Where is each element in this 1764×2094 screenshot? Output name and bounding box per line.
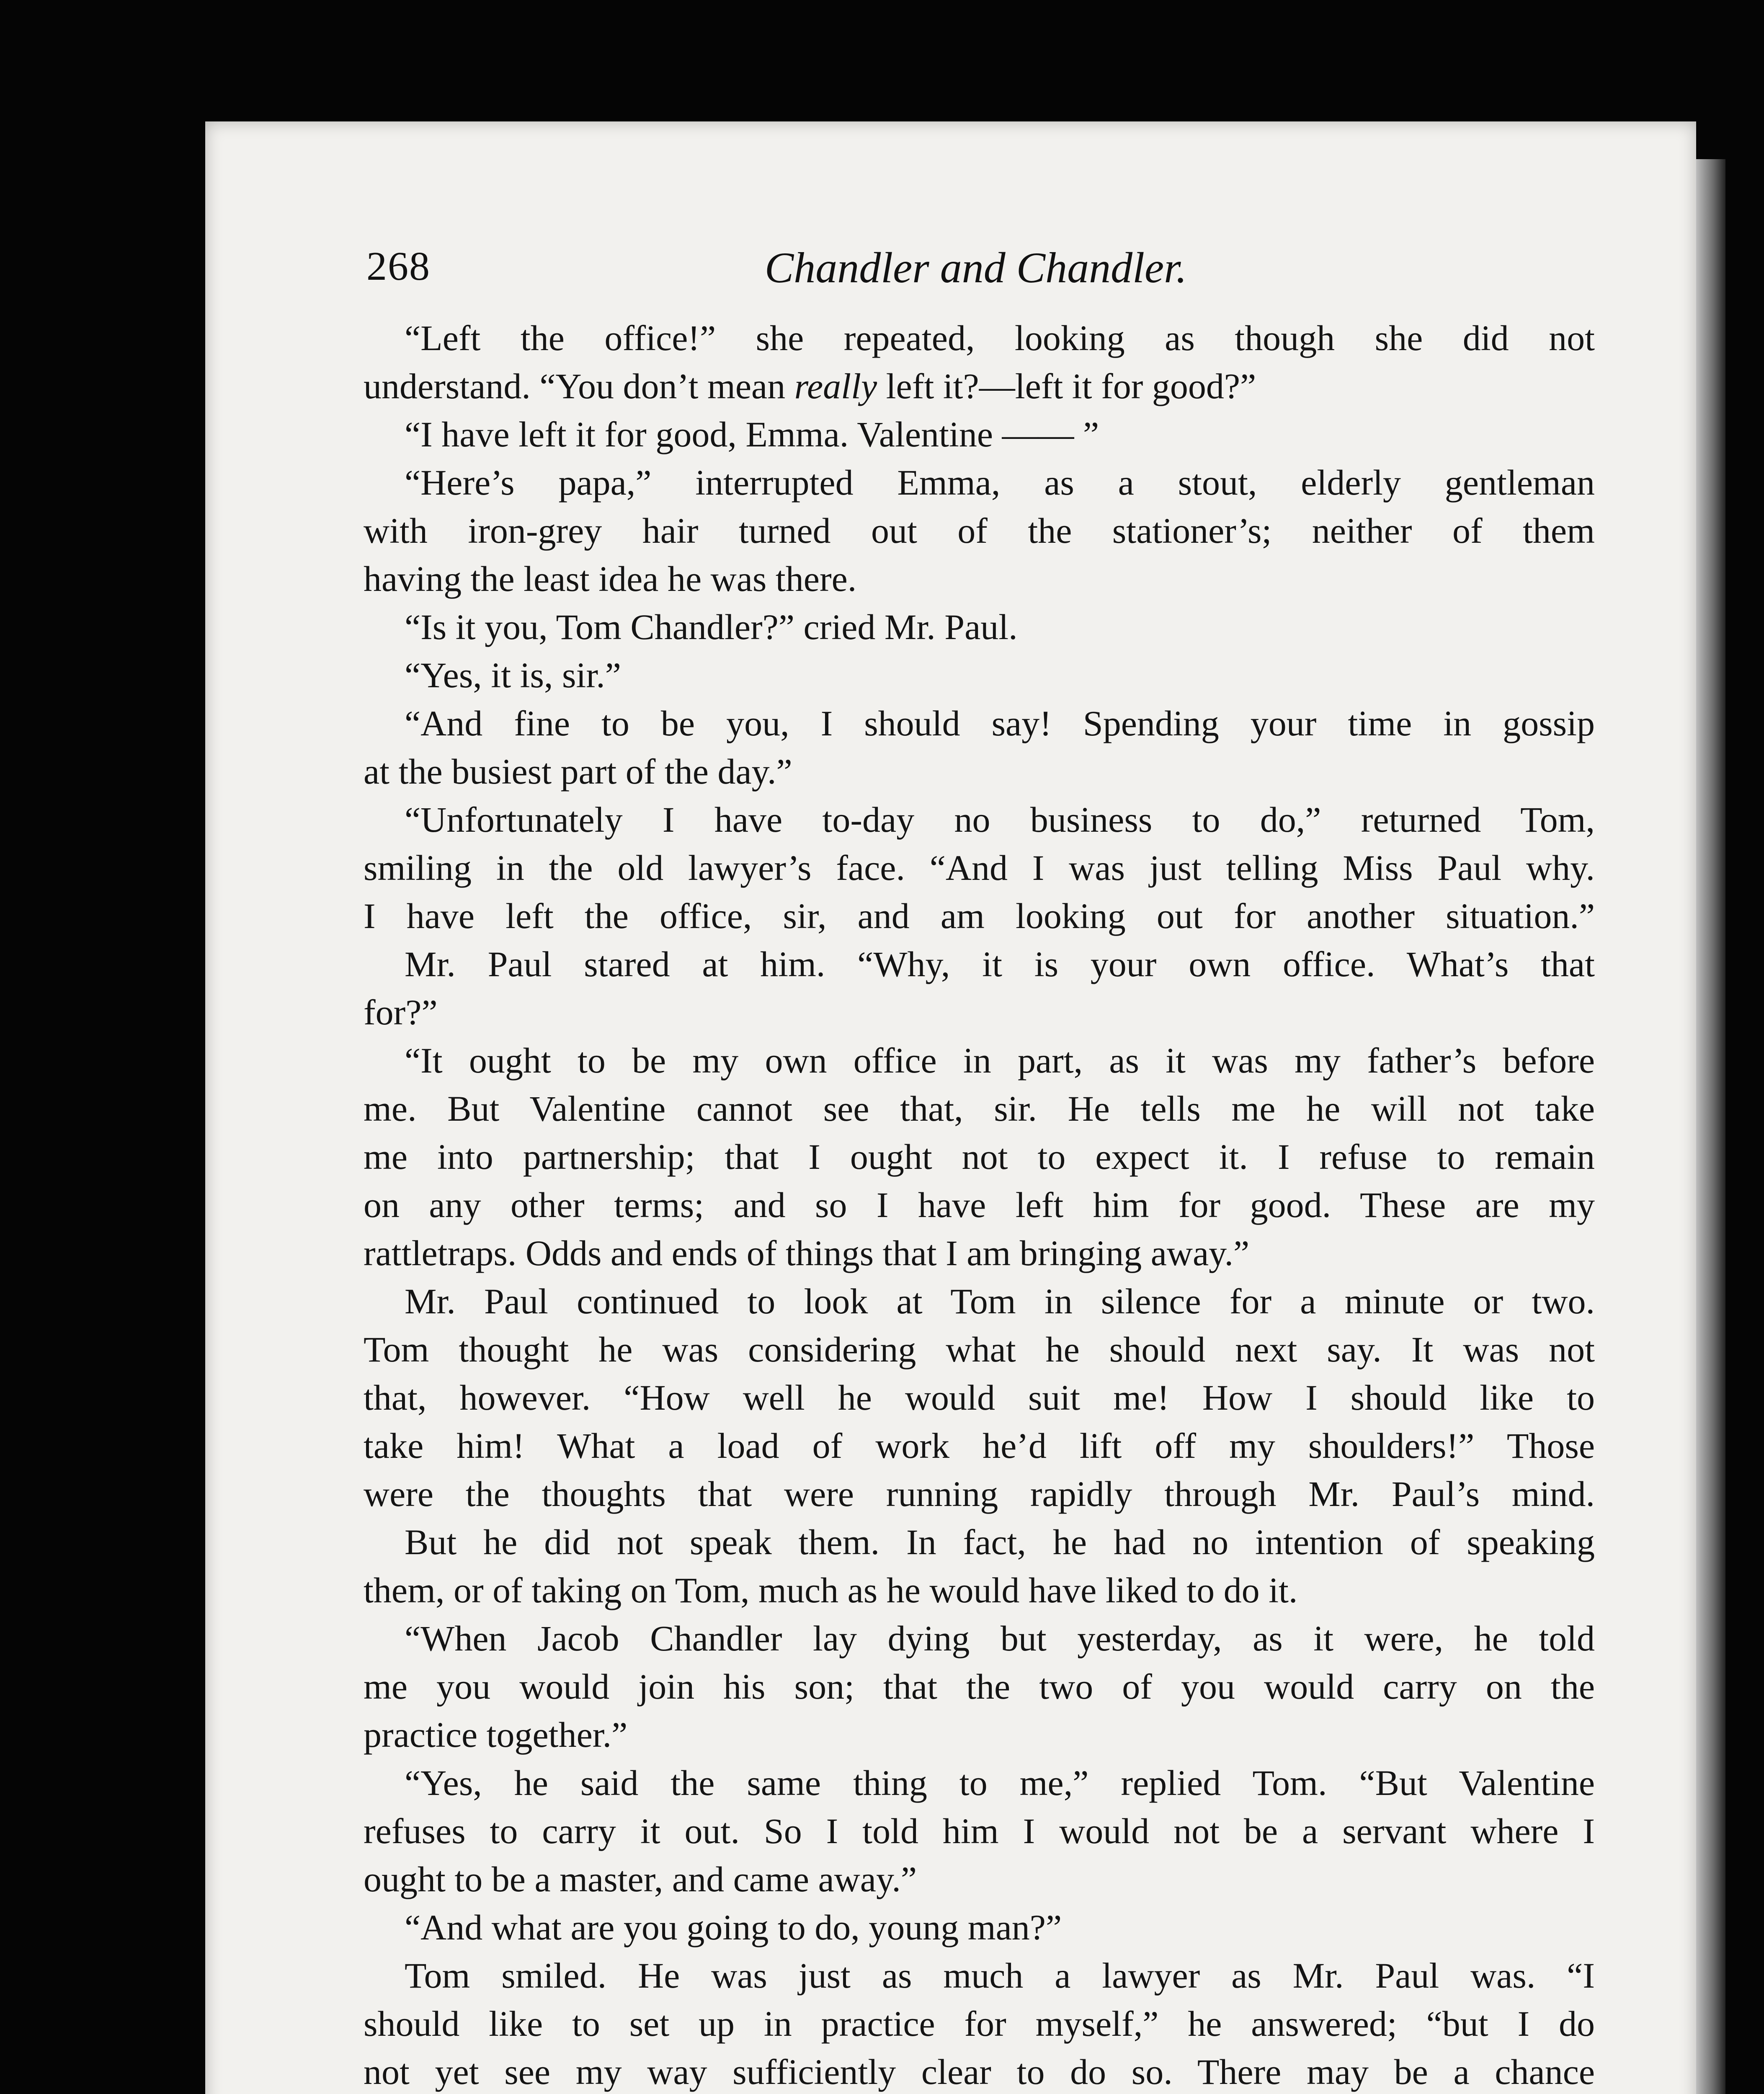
text-line: rattletraps. Odds and ends of things that I am bringing away.” xyxy=(364,1233,1250,1273)
text-line: “And what are you going to do, young man?” xyxy=(405,1907,1062,1947)
page-number: 268 xyxy=(366,244,431,289)
text-line: not yet see my way sufficiently clear to do so. There may be a chance xyxy=(364,2052,1595,2092)
text-line: Tom smiled. He was just as much a lawyer as Mr. Paul was. “I xyxy=(405,1955,1595,1996)
text-line: “When Jacob Chandler lay dying but yesterday, as it were, he told xyxy=(405,1618,1595,1658)
text-line: Tom thought he was considering what he should next say. It was not xyxy=(364,1329,1595,1369)
running-title: Chandler and Chandler. xyxy=(764,244,1187,292)
text-line: me you would join his son; that the two of you would carry on the xyxy=(364,1666,1595,1707)
text-line: with iron-grey hair turned out of the stationer’s; neither of them xyxy=(364,511,1595,551)
text-line: at the busiest part of the day.” xyxy=(364,751,792,792)
text-line: “Unfortunately I have to-day no business to do,” returned Tom, xyxy=(405,799,1595,840)
text-line: “Is it you, Tom Chandler?” cried Mr. Paul. xyxy=(405,607,1018,647)
text-line: Mr. Paul continued to look at Tom in silence for a minute or two. xyxy=(405,1281,1595,1321)
page-header xyxy=(366,239,1585,302)
italic-emphasis: really xyxy=(794,366,877,406)
text-line: “It ought to be my own office in part, as it was my father’s before xyxy=(405,1040,1595,1081)
text-line: But he did not speak them. In fact, he had no intention of speaking xyxy=(405,1522,1595,1562)
text-line: “I have left it for good, Emma. Valentine —— ” xyxy=(405,414,1099,454)
text-line: should like to set up in practice for myself,” he answered; “but I do xyxy=(364,2004,1595,2044)
text-line: I have left the office, sir, and am looking out for another situation.” xyxy=(364,896,1595,936)
text-line: for?” xyxy=(364,992,438,1032)
next-page-edge xyxy=(1696,159,1725,2094)
text-line: understand. “You don’t mean really left it?—left it for good?” xyxy=(364,366,1256,406)
text-line: that, however. “How well he would suit me! How I should like to xyxy=(364,1377,1595,1418)
text-line: “Here’s papa,” interrupted Emma, as a stout, elderly gentleman xyxy=(405,462,1595,503)
book-page xyxy=(205,121,1696,2094)
body-text xyxy=(364,314,1595,2094)
text-line: ought to be a master, and came away.” xyxy=(364,1859,917,1899)
text-line: them, or of taking on Tom, much as he would have liked to do it. xyxy=(364,1570,1298,1610)
text-line: me. But Valentine cannot see that, sir. He tells me he will not take xyxy=(364,1088,1595,1129)
text-line: practice together.” xyxy=(364,1715,628,1755)
text-line: were the thoughts that were running rapidly through Mr. Paul’s mind. xyxy=(364,1474,1595,1514)
text-line: refuses to carry it out. So I told him I would not be a servant where I xyxy=(364,1811,1595,1851)
text-line: “Left the office!” she repeated, looking as though she did not xyxy=(405,318,1595,358)
text-line: “And fine to be you, I should say! Spending your time in gossip xyxy=(405,703,1595,743)
text-line: me into partnership; that I ought not to expect it. I refuse to remain xyxy=(364,1137,1595,1177)
text-line: on any other terms; and so I have left him for good. These are my xyxy=(364,1185,1595,1225)
text-line: “Yes, he said the same thing to me,” replied Tom. “But Valentine xyxy=(405,1763,1595,1803)
text-line: take him! What a load of work he’d lift off my shoulders!” Those xyxy=(364,1426,1595,1466)
text-line: smiling in the old lawyer’s face. “And I was just telling Miss Paul why. xyxy=(364,848,1595,888)
text-line: Mr. Paul stared at him. “Why, it is your own office. What’s that xyxy=(405,944,1595,984)
text-line: having the least idea he was there. xyxy=(364,559,857,599)
text-line: “Yes, it is, sir.” xyxy=(405,655,621,695)
